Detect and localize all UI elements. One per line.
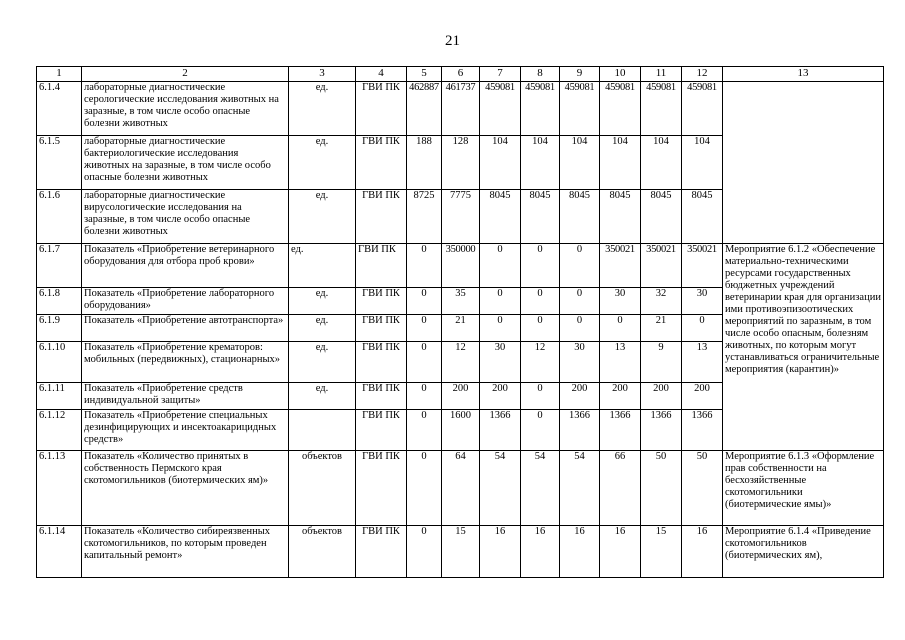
value-cell: 0 <box>560 288 600 315</box>
value-cell: 8045 <box>560 190 600 244</box>
executor-cell: ГВИ ПК <box>356 315 407 342</box>
table-row <box>37 451 884 526</box>
value-cell: 200 <box>560 383 600 410</box>
executor-cell: ГВИ ПК <box>356 383 407 410</box>
row-number: 6.1.11 <box>37 383 82 410</box>
value-cell: 0 <box>480 244 521 288</box>
value-cell: 50 <box>641 451 682 526</box>
value-cell: 350021 <box>600 244 641 288</box>
indicator-name: лабораторные диагностические бактериологические исследования животных на заразные, в том числе особо опасные болезни животных <box>82 136 289 190</box>
value-cell: 50 <box>682 451 723 526</box>
executor-cell: ГВИ ПК <box>356 288 407 315</box>
value-cell: 459081 <box>480 82 521 136</box>
table-row <box>37 82 884 136</box>
header-cell: 13 <box>723 67 884 82</box>
value-cell: 0 <box>682 315 723 342</box>
row-number: 6.1.9 <box>37 315 82 342</box>
unit-cell: объектов <box>289 526 356 578</box>
value-cell: 459081 <box>521 82 560 136</box>
value-cell: 8725 <box>407 190 442 244</box>
value-cell: 104 <box>560 136 600 190</box>
value-cell: 15 <box>442 526 480 578</box>
row-number: 6.1.4 <box>37 82 82 136</box>
value-cell: 0 <box>407 244 442 288</box>
value-cell: 350021 <box>641 244 682 288</box>
value-cell: 1600 <box>442 410 480 451</box>
value-cell: 12 <box>521 342 560 383</box>
table-row <box>37 244 884 288</box>
row-number: 6.1.5 <box>37 136 82 190</box>
executor-cell: ГВИ ПК <box>356 244 407 288</box>
value-cell: 32 <box>641 288 682 315</box>
value-cell: 104 <box>521 136 560 190</box>
indicator-name: Показатель «Приобретение лабораторного оборудования» <box>82 288 289 315</box>
value-cell: 1366 <box>682 410 723 451</box>
value-cell: 8045 <box>521 190 560 244</box>
unit-cell: объектов <box>289 451 356 526</box>
indicator-name: Показатель «Приобретение ветеринарного оборудования для отбора проб крови» <box>82 244 289 288</box>
indicator-name: Показатель «Количество сибиреязвенных скотомогильников, по которым проведен капитальный ремонт» <box>82 526 289 578</box>
indicator-name: лабораторные диагностические серологические исследования животных на заразные, в том числе особо опасные болезни животных <box>82 82 289 136</box>
header-cell: 8 <box>521 67 560 82</box>
value-cell: 128 <box>442 136 480 190</box>
header-cell: 7 <box>480 67 521 82</box>
table-row <box>37 526 884 578</box>
executor-cell: ГВИ ПК <box>356 136 407 190</box>
unit-cell <box>289 410 356 451</box>
value-cell: 16 <box>560 526 600 578</box>
value-cell: 1366 <box>480 410 521 451</box>
unit-cell: ед. <box>289 383 356 410</box>
indicator-name: лабораторные диагностические вирусологические исследования на заразные, в том числе особо опасные болезни животных <box>82 190 289 244</box>
value-cell: 0 <box>521 288 560 315</box>
value-cell: 200 <box>641 383 682 410</box>
value-cell: 0 <box>521 315 560 342</box>
value-cell: 0 <box>407 526 442 578</box>
unit-cell: ед. <box>289 288 356 315</box>
indicator-name: Показатель «Количество принятых в собственность Пермского края скотомогильников (биотермических ям)» <box>82 451 289 526</box>
value-cell: 30 <box>560 342 600 383</box>
row-number: 6.1.10 <box>37 342 82 383</box>
executor-cell: ГВИ ПК <box>356 526 407 578</box>
unit-cell: ед. <box>289 315 356 342</box>
value-cell: 200 <box>600 383 641 410</box>
value-cell: 13 <box>682 342 723 383</box>
row-number: 6.1.6 <box>37 190 82 244</box>
row-number: 6.1.14 <box>37 526 82 578</box>
value-cell: 54 <box>480 451 521 526</box>
value-cell: 1366 <box>560 410 600 451</box>
header-cell: 12 <box>682 67 723 82</box>
indicator-name: Показатель «Приобретение средств индивидуальной защиты» <box>82 383 289 410</box>
value-cell: 8045 <box>682 190 723 244</box>
header-cell: 6 <box>442 67 480 82</box>
value-cell: 350021 <box>682 244 723 288</box>
value-cell: 0 <box>480 288 521 315</box>
value-cell: 13 <box>600 342 641 383</box>
value-cell: 12 <box>442 342 480 383</box>
value-cell: 16 <box>480 526 521 578</box>
value-cell: 104 <box>682 136 723 190</box>
value-cell: 35 <box>442 288 480 315</box>
value-cell: 188 <box>407 136 442 190</box>
value-cell: 0 <box>560 244 600 288</box>
value-cell: 0 <box>521 244 560 288</box>
measure-note: Мероприятие 6.1.4 «Приведение скотомогильников (биотермических ям), <box>723 526 884 578</box>
header-cell: 9 <box>560 67 600 82</box>
value-cell: 459081 <box>600 82 641 136</box>
value-cell: 30 <box>480 342 521 383</box>
header-cell: 5 <box>407 67 442 82</box>
value-cell: 459081 <box>560 82 600 136</box>
unit-cell: ед. <box>289 82 356 136</box>
header-cell: 10 <box>600 67 641 82</box>
value-cell: 0 <box>407 342 442 383</box>
value-cell: 15 <box>641 526 682 578</box>
value-cell: 0 <box>407 451 442 526</box>
value-cell: 16 <box>521 526 560 578</box>
header-row <box>37 67 884 82</box>
value-cell: 16 <box>600 526 641 578</box>
value-cell: 64 <box>442 451 480 526</box>
value-cell: 0 <box>407 288 442 315</box>
value-cell: 104 <box>600 136 641 190</box>
unit-cell: ед. <box>289 244 356 288</box>
value-cell: 1366 <box>641 410 682 451</box>
row-number: 6.1.8 <box>37 288 82 315</box>
value-cell: 104 <box>480 136 521 190</box>
unit-cell: ед. <box>289 136 356 190</box>
value-cell: 200 <box>442 383 480 410</box>
row-number: 6.1.13 <box>37 451 82 526</box>
page-number: 21 <box>445 33 460 49</box>
value-cell: 462887 <box>407 82 442 136</box>
value-cell: 8045 <box>600 190 641 244</box>
value-cell: 0 <box>600 315 641 342</box>
value-cell: 350000 <box>442 244 480 288</box>
row-number: 6.1.12 <box>37 410 82 451</box>
row-number: 6.1.7 <box>37 244 82 288</box>
executor-cell: ГВИ ПК <box>356 190 407 244</box>
indicator-name: Показатель «Приобретение автотранспорта» <box>82 315 289 342</box>
value-cell: 9 <box>641 342 682 383</box>
value-cell: 8045 <box>641 190 682 244</box>
value-cell: 0 <box>407 383 442 410</box>
value-cell: 0 <box>407 410 442 451</box>
value-cell: 0 <box>521 410 560 451</box>
indicators-table <box>36 66 884 578</box>
header-cell: 2 <box>82 67 289 82</box>
measure-note: Мероприятие 6.1.3 «Оформление прав собственности на бесхозяйственные скотомогильники (биотермические ямы)» <box>723 451 884 526</box>
value-cell: 0 <box>407 315 442 342</box>
value-cell: 54 <box>521 451 560 526</box>
value-cell: 16 <box>682 526 723 578</box>
value-cell: 7775 <box>442 190 480 244</box>
value-cell: 461737 <box>442 82 480 136</box>
value-cell: 0 <box>521 383 560 410</box>
value-cell: 54 <box>560 451 600 526</box>
value-cell: 459081 <box>641 82 682 136</box>
unit-cell: ед. <box>289 342 356 383</box>
value-cell: 30 <box>600 288 641 315</box>
value-cell: 8045 <box>480 190 521 244</box>
note-cell-empty <box>723 82 884 244</box>
value-cell: 66 <box>600 451 641 526</box>
value-cell: 1366 <box>600 410 641 451</box>
indicator-name: Показатель «Приобретение крематоров: мобильных (передвижных), стационарных» <box>82 342 289 383</box>
unit-cell: ед. <box>289 190 356 244</box>
value-cell: 21 <box>442 315 480 342</box>
executor-cell: ГВИ ПК <box>356 342 407 383</box>
value-cell: 104 <box>641 136 682 190</box>
value-cell: 200 <box>480 383 521 410</box>
value-cell: 0 <box>560 315 600 342</box>
value-cell: 459081 <box>682 82 723 136</box>
value-cell: 0 <box>480 315 521 342</box>
value-cell: 200 <box>682 383 723 410</box>
header-cell: 4 <box>356 67 407 82</box>
header-cell: 3 <box>289 67 356 82</box>
indicator-name: Показатель «Приобретение специальных дезинфицирующих и инсектоакарицидных средств» <box>82 410 289 451</box>
executor-cell: ГВИ ПК <box>356 451 407 526</box>
executor-cell: ГВИ ПК <box>356 410 407 451</box>
executor-cell: ГВИ ПК <box>356 82 407 136</box>
header-cell: 1 <box>37 67 82 82</box>
value-cell: 30 <box>682 288 723 315</box>
measure-note: Мероприятие 6.1.2 «Обеспечение материально-техническими ресурсами государственных бюджетных учреждений ветеринарии края для организации ими противоэпизоотических мероприятий по заразным, в том числе особо опасным, болезням животных, по которым могут устанавливаться ограничительные мероприятия (карантин)» <box>723 244 884 451</box>
header-cell: 11 <box>641 67 682 82</box>
value-cell: 21 <box>641 315 682 342</box>
